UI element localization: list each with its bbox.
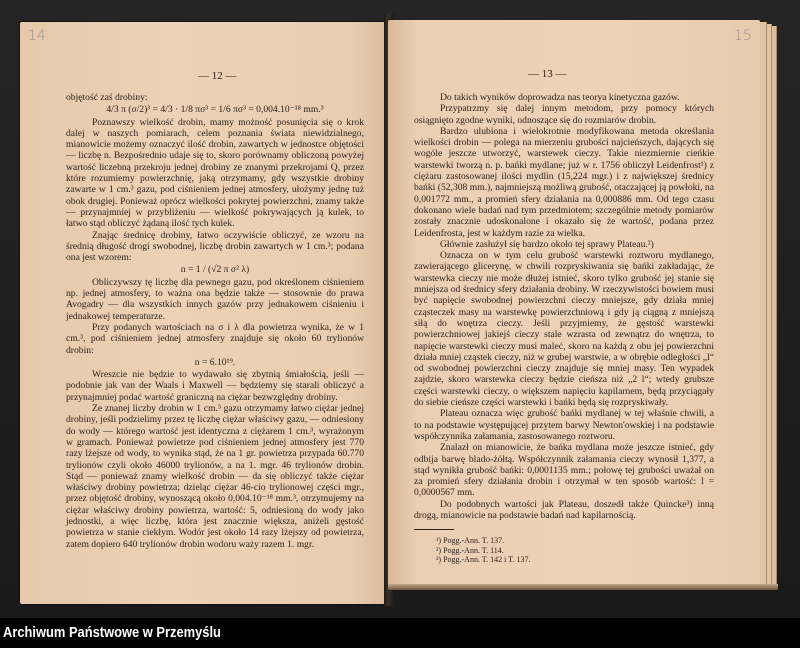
paragraph: objętość zaś drobiny: <box>66 92 148 103</box>
paragraph: Do takich wyników doprowadza nas teorya kinetyczna gazów. <box>440 92 680 103</box>
paragraph: Znalazł on mianowicie, że bańka mydlana może jeszcze istnieć, gdy odbija barwę blado-żółtą. Współczynnik załamania cieczy wynosił 1,377, a stąd wynikła grubość bańki: 0,0001135 mm.; połowę tej grubości uważał on za promień sfery działania drobin i otrzymał w ten sposób wartość: l = 0,0000567 mm. <box>414 442 714 499</box>
footnotes <box>414 536 714 565</box>
formula-volume: 4/3 π (σ/2)³ = 4/3 · 1/8 πσ³ = 1/6 πσ³ = 0,004.10⁻¹⁸ mm.³ <box>106 104 324 116</box>
right-page <box>388 20 760 586</box>
right-page-text <box>414 92 714 565</box>
caption-bar <box>0 618 800 648</box>
left-page <box>20 22 390 604</box>
handwritten-page-number: 15 <box>734 28 752 44</box>
paragraph: Poznawszy wielkość drobin, mamy możność posunięcia się o krok dalej w naszych pomiarach, celem poznania świata niewidzialnego, mianowicie możemy oznaczyć ilość drobin, zawartych w jednostce objętości — liczbę n. Bezpośrednio udaje się to, skoro porównamy obliczoną powyżej wartość liczebną przekroju jednej drobiny ze znanymi przekrojami Q, przez które rozumiemy powierzchnię, jaką otrzymamy, gdy wszystkie drobiny zawarte w 1 cm.³ gazu, pod ciśnieniem jednej atmosfery, ułożymy jednę tuż obok drugiej. Ponieważ oprócz wielkości pokrytej powierzchni, znamy także — przynajmniej w przybliżeniu — wielkość pokrywających ją kulek, to łatwo stąd obliczyć żądaną ilość tych kulek. <box>66 116 364 230</box>
page-edge <box>760 22 767 588</box>
footnote: ²) Pogg.-Ann. T. 114. <box>436 545 504 555</box>
paragraph: Przypatrzmy się dalej innym metodom, przy pomocy których osiągnięto zgodne wyniki, odnoszące się do rozmiarów drobin. <box>414 103 714 126</box>
footnote-divider <box>414 529 454 530</box>
paragraph: Bardzo ulubiona i wielokrotnie modyfikowana metoda określania wielkości drobin — polega na mierzeniu grubości najcieńszych, dających się wogóle jeszcze utworzyć, warstewek cieczy. Takie niezmiernie cieńkie warstewki tworzą n. p. bańki mydlane; już w r. 1756 obliczył Leidenfrost¹) z ciężaru zastosowanej ilości mydlin (15,224 mgr.) i z największej średnicy bańki (52,308 mm.), najmniejszą możliwą grubość, otaczającej ją powłoki, na 0,001772 mm., a promień sfery działania na 0,000886 mm. Od tego czasu dokonano wiele badań nad tym przedmiotem; szczególnie metody pomiarów zostały znacznie udoskonalone i okazało się że wartość, podana przez Leidenfrosta, jest w każdym razie za wielka. <box>414 125 714 239</box>
paragraph: Obliczywszy tę liczbę dla pewnego gazu, pod określonem ciśnieniem np. jednej atmosfery, to ważna ona będzie także — stosownie do prawa Avogadry — dla wszystkich innych gazów przy jednakowem ciśnieniu i jednakowej temperaturze. <box>66 276 364 322</box>
paragraph: Ze znanej liczby drobin w 1 cm.³ gazu otrzymamy łatwo ciężar jednej drobiny, jeśli podzielimy przez tę liczbę ciężar właściwy gazu, — odniesiony do wody — którego wartość jest identyczna z ciężarem 1 cm.³, wyrażonym w gramach. Ponieważ powietrze pod ciśnieniem jednej atmosfery jest 770 razy lżejsze od wody, to wynika stąd, że na 1 gr. powietrza przypada 60.770 trylionów czyli około 46000 trylionów, a na 1. mgr. 46 trylionów drobin. Stąd — ponieważ znamy wielkość drobin — da się obliczyć także ciężar właściwy drobiny powietrza; dzieląc ciężar 46-cio trylionowej części mgr., przez objętość drobiny, wynoszącą około 0,004.10⁻¹⁸ mm.³, otrzymujemy na ciężar właściwy drobiny powietrza, wartość: 5, odniesioną do wody jako jednostki, a więc liczbę, która jest znacznie większa, aniżeli gęstość powietrza w stanie ciekłym. Wodór jest około 14 razy lżejszy od powietrza, zatem dopiero 640 trylionów drobin wodoru waży razem 1. mgr. <box>66 403 364 550</box>
footnote: ³) Pogg.-Ann. T. 142 i T. 137. <box>436 555 531 565</box>
paragraph: Przy podanych wartościach na σ i λ dla powietrza wynika, że w 1 cm.³, pod ciśnieniem jednej atmosfery znajduje się około 60 trylionów drobin: <box>66 321 364 356</box>
paragraph: Wreszcie nie będzie to wydawało się zbytnią śmiałością, jeśli — podobnie jak van der Waals i Maxwell — będziemy się starali obliczyć a przynajmniej podać wartość graniczną na ciężar bezwzględny drobiny. <box>66 369 364 403</box>
paragraph: Znając średnicę drobiny, łatwo oczywiście obliczyć, ze wzoru na średnią długość drogi swobodnej, liczbę drobin zawartych w 1 cm.³; podana ona jest wzorem: <box>66 229 364 264</box>
formula-n: n = 1 / (√2 π σ² λ) <box>180 264 250 276</box>
archive-caption: Archiwum Państwowe w Przemyślu <box>3 624 221 641</box>
formula-n-value: n = 6.10¹⁹. <box>194 356 236 368</box>
paragraph: Plateau oznacza więc grubość bańki mydlanej w tej właśnie chwili, a to na podstawie występującej przytem barwy Newton'owskiej i na podstawie współczynnika załamania, zastosowanego roztworu. <box>414 408 714 442</box>
paragraph: Głównie zasłużył się bardzo około tej sprawy Plateau.²) <box>440 238 654 250</box>
left-page-text <box>66 92 364 550</box>
paragraph: Do podobnych wartości jak Plateau, doszedł także Quincke³) inną drogą, mianowicie na podstawie badań nad kapilarnością. <box>414 498 714 521</box>
page-bottom-edge <box>388 584 778 590</box>
paragraph: Oznacza on w tym celu grubość warstewki roztworu mydlanego, zawierającego glicerynę, w chwili rozpryskiwania się bańki zakładając, że warstewka cieczy nie może dłużej istnieć, skoro tylko grubość jej stanie się mniejsza od średnicy sfery działania drobiny. W rzeczywistości bowiem musi być napięcie swobodnej powierzchni cieczy mniejsze, gdy działa mniej cząsteczek masy na warstewkę powierzchniową i gdy ją ciągną z mniejszą siłą do wnętrza cieczy. Jeśli przyjmiemy, że gęstość warstewki powierzchniowej jakiejś cieczy stale wzrasta od zewnątrz do wnętrza, to napięcie warstewki cieczy musi maleć, skoro na każdą z obu jej powierzchni działa mniej cząstek cieczy, niż w grubej warstwie, a w obrębie odległości „l“ od swobodnej powierzchni cieczy znajduje się mniej masy. Ten wypadek zajdzie, skoro warstewka cieczy będzie cieńsza niż „2 l“; wtedy grubsze części warstewki cieczy, o większem napięciu kapilarnem, będą przyciągały do siebie cieńsze części warstewki i bańki będą się rozpryskiwały. <box>414 250 714 409</box>
footnote: ¹) Pogg.-Ann. T. 137. <box>436 536 505 546</box>
handwritten-page-number: 14 <box>28 28 46 44</box>
page-number: — 12 — <box>198 70 237 82</box>
page-number: — 13 — <box>528 68 567 80</box>
